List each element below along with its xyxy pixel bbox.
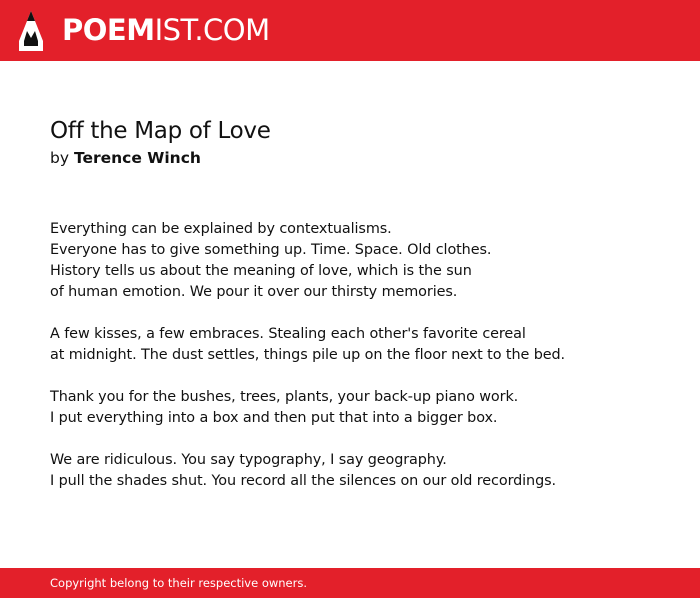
stanza-1 bbox=[50, 219, 670, 303]
site-footer bbox=[0, 568, 700, 598]
poem-title: Off the Map of Love bbox=[50, 118, 271, 144]
author-name: Terence Winch bbox=[73, 149, 201, 167]
site-logo[interactable] bbox=[62, 11, 270, 49]
byline-prefix: by bbox=[50, 149, 70, 167]
poem-line: A few kisses, a few embraces. Stealing each other's favorite cereal bbox=[50, 326, 526, 342]
poem-line: Thank you for the bushes, trees, plants, your back-up piano work. bbox=[50, 389, 519, 405]
logo-text-light: IST.COM bbox=[154, 13, 270, 47]
stanza-3 bbox=[50, 387, 670, 429]
poem-body bbox=[50, 219, 670, 492]
site-header bbox=[0, 0, 700, 61]
poem-line: I put everything into a box and then put that into a bigger box. bbox=[50, 410, 498, 426]
poem-line: of human emotion. We pour it over our thirsty memories. bbox=[50, 284, 458, 300]
poem-line: at midnight. The dust settles, things pile up on the floor next to the bed. bbox=[50, 347, 565, 363]
poem-line: Everyone has to give something up. Time. Space. Old clothes. bbox=[50, 242, 492, 258]
poem-content bbox=[50, 116, 670, 513]
poem-line: We are ridiculous. You say typography, I say geography. bbox=[50, 452, 447, 468]
poem-byline bbox=[50, 146, 670, 170]
pencil-icon[interactable] bbox=[18, 10, 44, 52]
poem-line: Everything can be explained by contextualisms. bbox=[50, 221, 392, 237]
poem-line: I pull the shades shut. You record all the silences on our old recordings. bbox=[50, 473, 556, 489]
stanza-4 bbox=[50, 450, 670, 492]
stanza-2 bbox=[50, 324, 670, 366]
logo-text-bold: POEM bbox=[62, 13, 155, 47]
poem-line: History tells us about the meaning of love, which is the sun bbox=[50, 263, 472, 279]
copyright-notice: Copyright belong to their respective owners. bbox=[50, 576, 308, 590]
